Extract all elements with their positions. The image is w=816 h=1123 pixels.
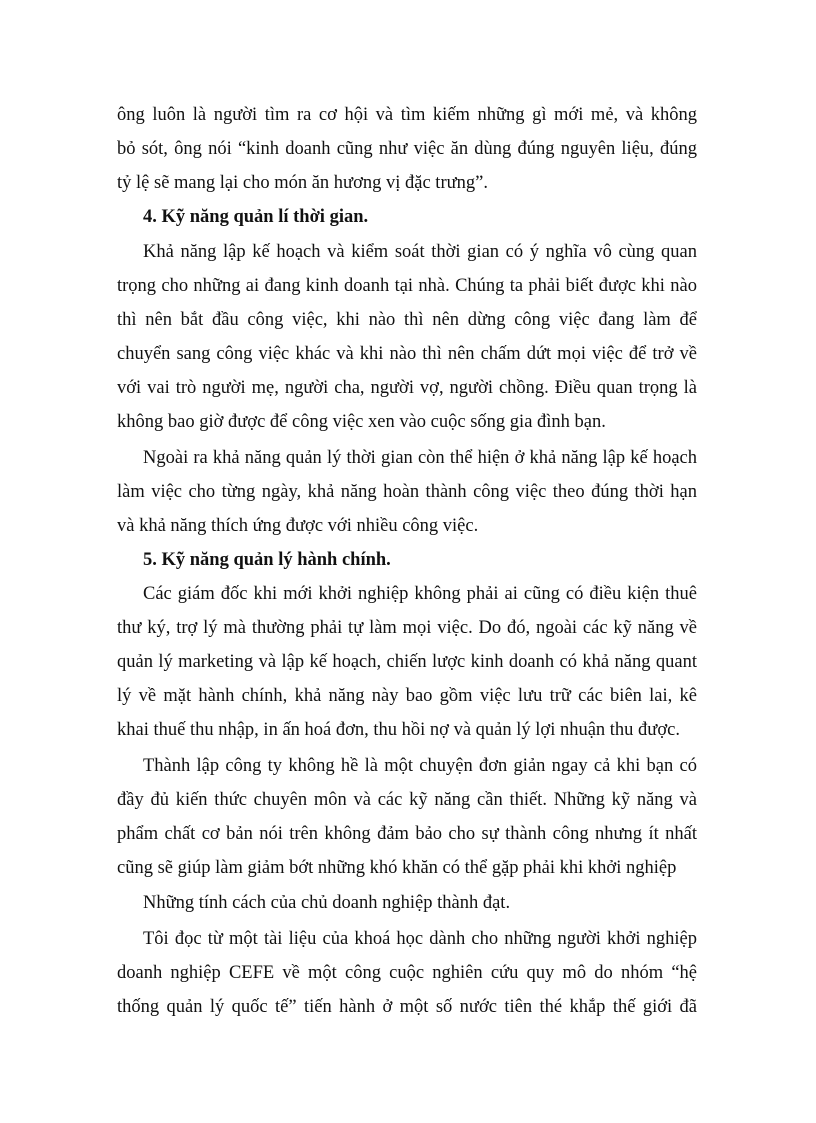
paragraph-line: thư ký, trợ lý mà thường phải tự làm mọi việc. Do đó, ngoài các kỹ năng về xyxy=(117,618,697,638)
paragraph-line: quản lý marketing và lập kế hoạch, chiến lược kinh doanh có khả năng quant xyxy=(117,652,697,672)
paragraph-line: Các giám đốc khi mới khởi nghiệp không phải ai cũng có điều kiện thuê xyxy=(143,584,697,604)
paragraph-line: bỏ sót, ông nói “kinh doanh cũng như việc ăn dùng đúng nguyên liệu, đúng xyxy=(117,139,697,159)
paragraph-line: phẩm chất cơ bản nói trên không đảm bảo cho sự thành công nhưng ít nhất xyxy=(117,824,697,844)
paragraph-line: Những tính cách của chủ doanh nghiệp thành đạt. xyxy=(143,893,511,913)
paragraph-line: làm việc cho từng ngày, khả năng hoàn thành công việc theo đúng thời hạn xyxy=(117,482,697,502)
paragraph-line: Tôi đọc từ một tài liệu của khoá học dành cho những người khởi nghiệp xyxy=(143,929,697,949)
paragraph-line: đầy đủ kiến thức chuyên môn và các kỹ năng cần thiết. Những kỹ năng và xyxy=(117,790,697,810)
paragraph-line: với vai trò người mẹ, người cha, người vợ, người chồng. Điều quan trọng là xyxy=(117,378,697,398)
paragraph-line: doanh nghiệp CEFE về một công cuộc nghiên cứu quy mô do nhóm “hệ xyxy=(117,963,697,983)
paragraph-line: thống quản lý quốc tế” tiến hành ở một số nước tiên thé khắp thế giới đã xyxy=(117,997,697,1017)
section-heading-5: 5. Kỹ năng quản lý hành chính. xyxy=(143,550,391,570)
paragraph-line: và khả năng thích ứng được với nhiều công việc. xyxy=(117,516,479,536)
paragraph-line: Ngoài ra khả năng quản lý thời gian còn thể hiện ở khả năng lập kế hoạch xyxy=(143,448,697,468)
paragraph-line: chuyển sang công việc khác và khi nào thì nên chấm dứt mọi việc để trở về xyxy=(117,344,697,364)
paragraph-line: lý về mặt hành chính, khả năng này bao gồm việc lưu trữ các biên lai, kê xyxy=(117,686,697,706)
paragraph-line: Khả năng lập kế hoạch và kiểm soát thời gian có ý nghĩa vô cùng quan xyxy=(143,242,697,262)
paragraph-line: không bao giờ được để công việc xen vào cuộc sống gia đình bạn. xyxy=(117,412,606,432)
paragraph-line: Thành lập công ty không hề là một chuyện đơn giản ngay cả khi bạn có xyxy=(143,756,697,776)
paragraph-line: ông luôn là người tìm ra cơ hội và tìm kiếm những gì mới mẻ, và không xyxy=(117,105,697,125)
paragraph-line: khai thuế thu nhập, in ấn hoá đơn, thu hồi nợ và quản lý lợi nhuận thu được. xyxy=(117,720,680,740)
paragraph-line: trọng cho những ai đang kinh doanh tại nhà. Chúng ta phải biết được khi nào xyxy=(117,276,697,296)
paragraph-line: cũng sẽ giúp làm giảm bớt những khó khăn có thể gặp phải khi khởi nghiệp xyxy=(117,858,677,878)
section-heading-4: 4. Kỹ năng quản lí thời gian. xyxy=(143,207,369,227)
paragraph-line: tỷ lệ sẽ mang lại cho món ăn hương vị đặc trưng”. xyxy=(117,173,488,193)
paragraph-line: thì nên bắt đầu công việc, khi nào thì nên dừng công việc đang làm để xyxy=(117,310,697,330)
